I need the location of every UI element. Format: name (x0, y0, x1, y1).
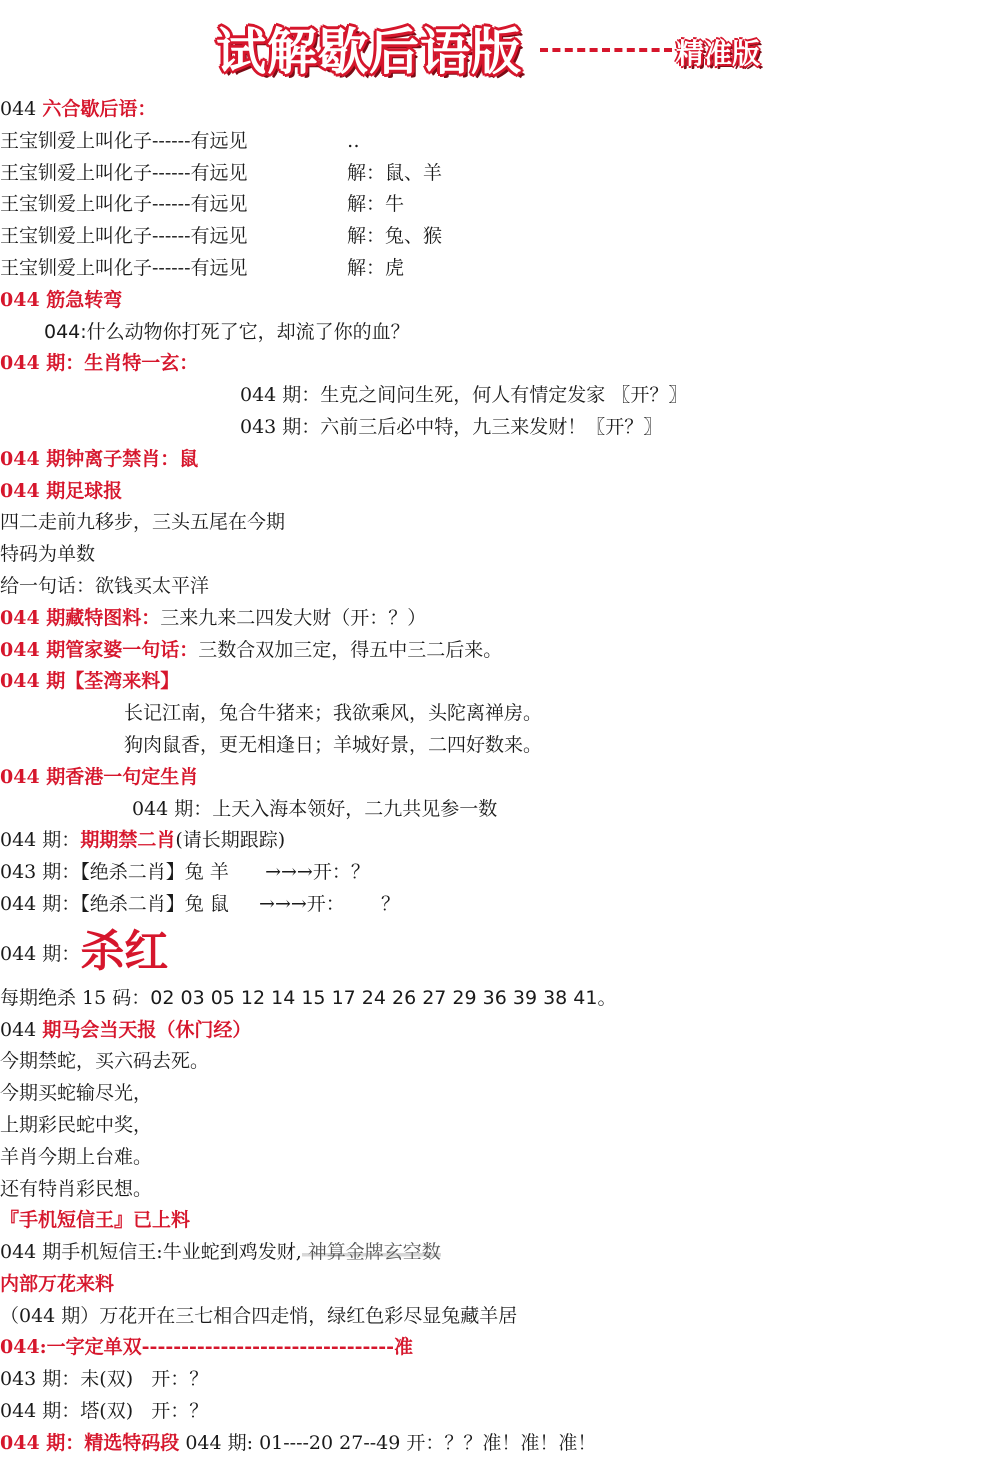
wanhua-line: （044 期）万花开在三七相合四走悄，绿红色彩尽显兔藏羊居 (0, 1304, 518, 1327)
jinerxiao-line: 044 期：【绝杀二肖】兔 鼠 →→→开： ？ (0, 892, 401, 915)
mahui-line: 今期买蛇输尽光， (0, 1082, 153, 1105)
quanwan-heading: 044 期【荃湾来料】 (0, 670, 180, 693)
danshuang-line: 043 期：未(双) 开：？ (0, 1368, 209, 1391)
jinerxiao-heading: 044 期：期期禁二肖(请长期跟踪) (0, 829, 286, 852)
guanjia-line: 044 期管家婆一句话：三数合双加三定，得五中三二后来。 (0, 638, 503, 661)
xiehouyu-line: 王宝钏爱上叫化子------有远见 ‥ (0, 129, 360, 152)
xiehouyu-line: 王宝钏爱上叫化子------有远见 解：牛 (0, 193, 405, 216)
shengxiao-line: 044 期：生克之间问生死，何人有情定发家 〖开？〗 (240, 384, 688, 407)
football-line: 四二走前九移步，三头五尾在今期 (0, 511, 286, 534)
mahui-line: 今期禁蛇，买六码去死。 (0, 1050, 210, 1073)
zhongli-line: 044 期钟离子禁肖：鼠 (0, 447, 199, 470)
football-heading: 044 期足球报 (0, 479, 123, 502)
shengxiao-heading: 044 期：生肖特一玄： (0, 352, 199, 375)
sms-heading: 『手机短信王』已上料 (0, 1209, 191, 1232)
sms-line: 044 期手机短信王:牛业蛇到鸡发财, 神算金牌玄空数 (0, 1241, 441, 1264)
jingxuan-line: 044 期：精选特码段 044 期: 01----20 27--49 开：？？准！准！准！ (0, 1431, 597, 1454)
jinerxiao-line: 043 期：【绝杀二肖】兔 羊 →→→开：？ (0, 861, 370, 884)
brain-question: 044:什么动物你打死了它，却流了你的血？ (44, 320, 410, 343)
shahong-heading: 044 期：杀红 (0, 925, 169, 977)
shahong-line: 每期绝杀 15 码：02 03 05 12 14 15 17 24 26 27 29 36 39 38 41。 (0, 986, 617, 1009)
title-dash-line (540, 48, 672, 52)
page-subtitle: 精准版 (676, 37, 761, 70)
page-header (0, 10, 988, 88)
mahui-line: 羊肖今期上台难。 (0, 1145, 153, 1168)
xiehouyu-line: 王宝钏爱上叫化子------有远见 解：鼠、羊 (0, 161, 443, 184)
quanwan-line: 狗肉鼠香，更无相逢日；羊城好景，二四好数来。 (124, 733, 543, 756)
page-title: 试解歇后语版 (216, 22, 522, 81)
mahui-line: 上期彩民蛇中奖， (0, 1113, 153, 1136)
wanhua-heading: 内部万花来料 (0, 1272, 115, 1295)
mahui-heading: 044 期马会当天报（休门经） (0, 1018, 252, 1041)
content (0, 94, 988, 1460)
hongkong-line: 044 期：上天入海本领好，二九共见参一数 (132, 797, 498, 820)
xiehouyu-heading: 044 六合歇后语： (0, 98, 157, 120)
danshuang-line: 044 期：塔(双) 开：？ (0, 1400, 209, 1423)
mahui-line: 还有特肖彩民想。 (0, 1177, 153, 1200)
football-line: 特码为单数 (0, 543, 96, 566)
shengxiao-line: 043 期：六前三后必中特，九三来发财！〖开？〗 (240, 415, 663, 438)
danshuang-heading: 044:一字定单双--------------------------------准 (0, 1336, 414, 1359)
cangte-line: 044 期藏特图料：三来九来二四发大财（开：？） (0, 606, 427, 629)
quanwan-line: 长记江南，兔合牛猪来；我欲乘风，头陀离禅房。 (124, 702, 543, 725)
brain-heading: 044 筋急转弯 (0, 288, 123, 311)
hongkong-heading: 044 期香港一句定生肖 (0, 765, 199, 788)
xiehouyu-line: 王宝钏爱上叫化子------有远见 解：虎 (0, 256, 405, 279)
xiehouyu-line: 王宝钏爱上叫化子------有远见 解：兔、猴 (0, 225, 443, 248)
football-line: 给一句话：欲钱买太平洋 (0, 574, 210, 597)
